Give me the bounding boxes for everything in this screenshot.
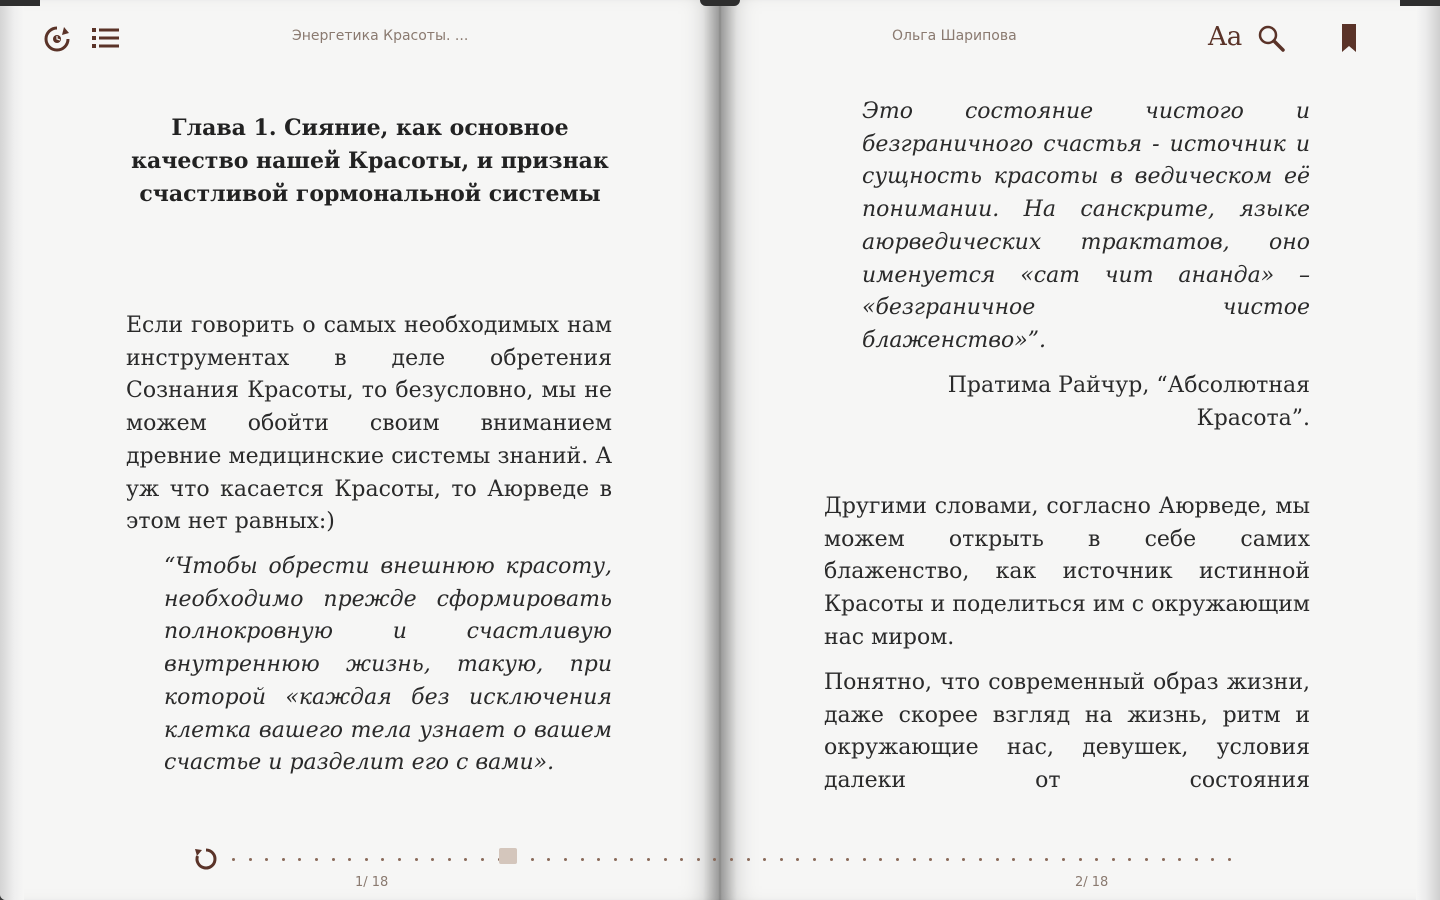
progress-dot[interactable]: [1195, 858, 1198, 861]
progress-dot[interactable]: [979, 858, 982, 861]
progress-dot[interactable]: [1112, 858, 1115, 861]
quote-paragraph: “Чтобы обрести внешнюю красоту, необходимо прежде сформировать полнокровную и счастливую внутреннюю жизнь, такую, при которой «каждая без исключения клетка вашего тела узнает о вашем счастье и разделит его с вами».: [164, 554, 612, 776]
corner-center: [700, 0, 740, 6]
body-paragraph-1: Другими словами, согласно Аюрведе, мы можем открыть в себе самих блаженство, как источник истинной Красоты и поделиться им с окружающим нас миром.: [824, 494, 1310, 650]
progress-dot[interactable]: [1079, 858, 1082, 861]
progress-dot[interactable]: [365, 858, 368, 861]
progress-dot[interactable]: [481, 858, 484, 861]
body-paragraph: Если говорить о самых необходимых нам инструментах в деле обретения Сознания Красоты, то безусловно, мы не можем обойти своим вниманием древние медицинские системы знаний. А уж что касается Красоты, то Аюрведе в этом нет равных:): [126, 313, 612, 535]
progress-dot[interactable]: [747, 858, 750, 861]
progress-dot[interactable]: [896, 858, 899, 861]
progress-dot[interactable]: [448, 858, 451, 861]
search-icon[interactable]: [1256, 23, 1286, 53]
body-paragraph-2: Понятно, что современный образ жизни, даже скорее взгляд на жизнь, ритм и окружающие нас, девушек, условия далеки от состояния: [824, 670, 1310, 794]
progress-dot[interactable]: [913, 858, 916, 861]
page-edge-left: [0, 0, 24, 900]
progress-dot[interactable]: [282, 858, 285, 861]
progress-dot[interactable]: [531, 858, 534, 861]
undo-navigation-icon[interactable]: [192, 845, 220, 873]
progress-dot[interactable]: [315, 858, 318, 861]
progress-dot[interactable]: [647, 858, 650, 861]
progress-dot[interactable]: [946, 858, 949, 861]
bookmark-icon[interactable]: [1340, 23, 1358, 53]
progress-dot[interactable]: [830, 858, 833, 861]
progress-dot[interactable]: [564, 858, 567, 861]
progress-dot[interactable]: [780, 858, 783, 861]
progress-dot[interactable]: [996, 858, 999, 861]
progress-dot[interactable]: [415, 858, 418, 861]
progress-dot[interactable]: [1145, 858, 1148, 861]
progress-dot[interactable]: [232, 858, 235, 861]
chapter-title: Глава 1. Сияние, как основное качество нашей Красоты, и признак счастливой гормональной системы: [131, 115, 609, 207]
progress-dot[interactable]: [249, 858, 252, 861]
author-header: Ольга Шарипова: [892, 28, 1017, 44]
progress-dot[interactable]: [664, 858, 667, 861]
progress-dot[interactable]: [863, 858, 866, 861]
page-progress-marker[interactable]: [499, 848, 517, 864]
page-edge-right: [1416, 0, 1440, 900]
progress-dot[interactable]: [697, 858, 700, 861]
toc-list-icon[interactable]: [92, 27, 120, 49]
right-page[interactable]: [720, 0, 1440, 900]
quote-continued: Это состояние чистого и безграничного счастья - источник и сущность красоты в ведическом её понимании. На санскрите, языке аюрведических трактатов, оно именуется «сат чит ананда» – «безграничное чистое блаженство»”.: [862, 99, 1310, 353]
progress-dot[interactable]: [1228, 858, 1231, 861]
progress-dot[interactable]: [581, 858, 584, 861]
page-number-right: 2/ 18: [1075, 875, 1109, 890]
sync-icon[interactable]: [42, 24, 72, 54]
corner-right: [1400, 0, 1440, 6]
progress-dot[interactable]: [398, 858, 401, 861]
corner-left: [0, 0, 40, 6]
book-title-header[interactable]: Энергетика Красоты. ...: [292, 28, 469, 44]
progress-dot[interactable]: [1029, 858, 1032, 861]
progress-dot[interactable]: [614, 858, 617, 861]
progress-dot[interactable]: [813, 858, 816, 861]
progress-dot[interactable]: [1062, 858, 1065, 861]
quote-attribution: Пратима Райчур, “Абсолютная Красота”.: [947, 373, 1310, 431]
progress-dot[interactable]: [332, 858, 335, 861]
page-number-left: 1/ 18: [355, 875, 389, 890]
font-settings-label: Aa: [1208, 22, 1243, 52]
font-settings-button[interactable]: [1208, 22, 1242, 52]
progress-dot[interactable]: [730, 858, 733, 861]
progress-dot[interactable]: [1162, 858, 1165, 861]
